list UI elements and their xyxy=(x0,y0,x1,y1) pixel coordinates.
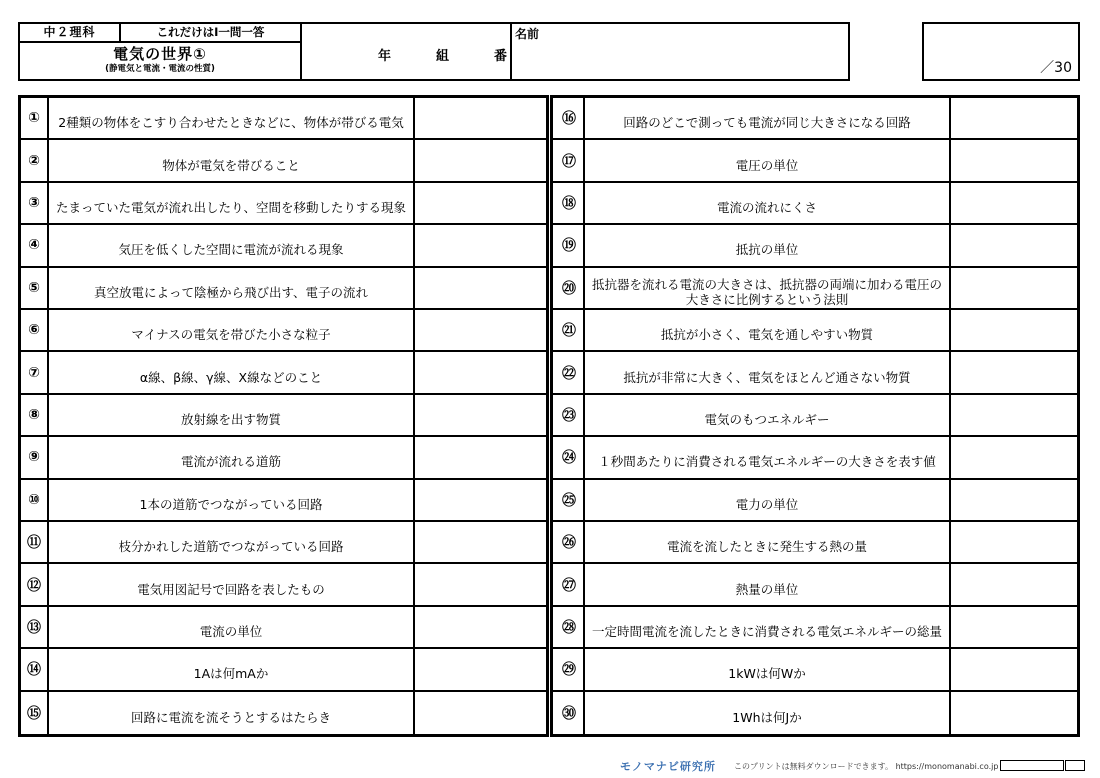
question-number: ㉘ xyxy=(555,607,585,647)
question-row xyxy=(21,649,552,691)
question-number: ㉙ xyxy=(555,649,585,689)
answer-field[interactable] xyxy=(951,183,1077,223)
question-text: 抵抗が小さく、電気を通しやすい物質 xyxy=(585,310,951,350)
footer-tag-box xyxy=(1000,760,1064,771)
question-text: 電気のもつエネルギー xyxy=(585,395,951,435)
question-text: 熱量の単位 xyxy=(585,564,951,604)
question-table xyxy=(18,95,1080,737)
answer-field[interactable] xyxy=(415,649,552,689)
footer xyxy=(620,758,1090,774)
left-question-column xyxy=(21,98,552,734)
question-number: ⑨ xyxy=(21,437,49,477)
number-label: 番 xyxy=(494,49,508,64)
answer-field[interactable] xyxy=(951,140,1077,180)
question-text: 気圧を低くした空間に電流が流れる現象 xyxy=(49,225,415,265)
name-label: 名前 xyxy=(515,27,540,41)
question-row xyxy=(21,268,552,310)
question-number: ⑦ xyxy=(21,352,49,392)
class-info-box[interactable] xyxy=(300,22,512,81)
question-row xyxy=(551,692,1077,734)
question-row xyxy=(551,183,1077,225)
question-row xyxy=(21,480,552,522)
question-number: ⑯ xyxy=(555,98,585,138)
question-number: ② xyxy=(21,140,49,180)
question-number: ㉔ xyxy=(555,437,585,477)
answer-field[interactable] xyxy=(415,437,552,477)
question-number: ⑰ xyxy=(555,140,585,180)
question-row xyxy=(551,522,1077,564)
question-number: ㉑ xyxy=(555,310,585,350)
answer-field[interactable] xyxy=(951,649,1077,689)
question-number: ⑥ xyxy=(21,310,49,350)
question-number: ⑫ xyxy=(21,564,49,604)
question-row xyxy=(551,352,1077,394)
question-row xyxy=(551,225,1077,267)
question-row xyxy=(551,649,1077,691)
question-row xyxy=(551,140,1077,182)
question-text: 回路のどこで測っても電流が同じ大きさになる回路 xyxy=(585,98,951,138)
footer-tag-box-small xyxy=(1065,760,1085,771)
question-number: ⑧ xyxy=(21,395,49,435)
question-row xyxy=(21,183,552,225)
one-question-label: これだけはⅠ一問一答 xyxy=(156,25,265,39)
right-question-column xyxy=(551,98,1077,734)
worksheet-title-box xyxy=(18,22,302,81)
answer-field[interactable] xyxy=(951,692,1077,734)
question-text: 1Aは何mAか xyxy=(49,649,415,689)
question-text: 抵抗が非常に大きく、電気をほとんど通さない物質 xyxy=(585,352,951,392)
question-number: ㉚ xyxy=(555,692,585,734)
question-number: ⑲ xyxy=(555,225,585,265)
answer-field[interactable] xyxy=(415,98,552,138)
answer-field[interactable] xyxy=(951,98,1077,138)
download-note[interactable]: このプリントは無料ダウンロードできます。 https://monomanabi.co.jp xyxy=(734,762,999,771)
question-row xyxy=(551,480,1077,522)
question-row xyxy=(21,352,552,394)
worksheet-title: 電気の世界① xyxy=(113,45,207,63)
question-text: 電流の単位 xyxy=(49,607,415,647)
question-text: たまっていた電気が流れ出したり、空間を移動したりする現象 xyxy=(49,183,415,223)
question-text: 1Whは何Jか xyxy=(585,692,951,734)
answer-field[interactable] xyxy=(951,352,1077,392)
answer-field[interactable] xyxy=(415,352,552,392)
question-text: 電力の単位 xyxy=(585,480,951,520)
question-number: ⑭ xyxy=(21,649,49,689)
grade-label: 中２理科 xyxy=(20,24,121,41)
answer-field[interactable] xyxy=(415,183,552,223)
answer-field[interactable] xyxy=(415,607,552,647)
year-label: 年 xyxy=(378,49,392,64)
question-row xyxy=(551,607,1077,649)
question-row xyxy=(21,140,552,182)
question-row xyxy=(551,437,1077,479)
question-number: ㉓ xyxy=(555,395,585,435)
score-box[interactable] xyxy=(922,22,1080,81)
answer-field[interactable] xyxy=(951,564,1077,604)
question-row xyxy=(21,607,552,649)
answer-field[interactable] xyxy=(951,225,1077,265)
worksheet-subtitle: (静電気と電流・電流の性質) xyxy=(105,64,215,74)
question-number: ⑤ xyxy=(21,268,49,308)
question-text: 物体が電気を帯びること xyxy=(49,140,415,180)
question-row xyxy=(21,564,552,606)
question-number: ⑩ xyxy=(21,480,49,520)
question-row xyxy=(21,522,552,564)
question-text: 電流が流れる道筋 xyxy=(49,437,415,477)
question-number: ④ xyxy=(21,225,49,265)
answer-field[interactable] xyxy=(415,522,552,562)
question-number: ⑪ xyxy=(21,522,49,562)
answer-field[interactable] xyxy=(415,225,552,265)
question-number: ⑬ xyxy=(21,607,49,647)
answer-field[interactable] xyxy=(415,564,552,604)
question-text: 1kWは何Wか xyxy=(585,649,951,689)
question-text: 電流を流したときに発生する熱の量 xyxy=(585,522,951,562)
answer-field[interactable] xyxy=(951,480,1077,520)
question-number: ㉕ xyxy=(555,480,585,520)
question-number: ㉒ xyxy=(555,352,585,392)
answer-field[interactable] xyxy=(951,310,1077,350)
question-text: 抵抗の単位 xyxy=(585,225,951,265)
question-row xyxy=(21,310,552,352)
question-row xyxy=(551,98,1077,140)
question-row xyxy=(21,225,552,267)
answer-field[interactable] xyxy=(415,140,552,180)
question-number: ㉖ xyxy=(555,522,585,562)
question-row xyxy=(551,564,1077,606)
question-row xyxy=(21,98,552,140)
answer-field[interactable] xyxy=(951,395,1077,435)
question-number: ③ xyxy=(21,183,49,223)
question-number: ⑳ xyxy=(555,268,585,308)
name-field[interactable] xyxy=(510,22,850,81)
answer-field[interactable] xyxy=(415,692,552,734)
answer-field[interactable] xyxy=(415,310,552,350)
question-text: マイナスの電気を帯びた小さな粒子 xyxy=(49,310,415,350)
score-total: ／30 xyxy=(1040,60,1072,76)
question-text: 電流の流れにくさ xyxy=(585,183,951,223)
answer-field[interactable] xyxy=(415,480,552,520)
question-number: ⑱ xyxy=(555,183,585,223)
question-row xyxy=(551,395,1077,437)
answer-field[interactable] xyxy=(951,437,1077,477)
answer-field[interactable] xyxy=(415,395,552,435)
question-row xyxy=(21,437,552,479)
question-text: α線、β線、γ線、X線などのこと xyxy=(49,352,415,392)
question-text: 回路に電流を流そうとするはたらき xyxy=(49,692,415,734)
brand-logo: モノマナビ研究所 xyxy=(620,760,716,773)
question-text: 電気用図記号で回路を表したもの xyxy=(49,564,415,604)
question-number: ① xyxy=(21,98,49,138)
question-text: 抵抗器を流れる電流の大きさは、抵抗器の両端に加わる電圧の大きさに比例するという法則 xyxy=(585,268,951,308)
question-number: ㉗ xyxy=(555,564,585,604)
question-number: ⑮ xyxy=(21,692,49,734)
question-text: 真空放電によって陰極から飛び出す、電子の流れ xyxy=(49,268,415,308)
question-text: １秒間あたりに消費される電気エネルギーの大きさを表す値 xyxy=(585,437,951,477)
question-row xyxy=(21,692,552,734)
question-text: 2種類の物体をこすり合わせたときなどに、物体が帯びる電気 xyxy=(49,98,415,138)
answer-field[interactable] xyxy=(951,522,1077,562)
question-row xyxy=(551,310,1077,352)
question-text: 放射線を出す物質 xyxy=(49,395,415,435)
answer-field[interactable] xyxy=(415,268,552,308)
question-text: 枝分かれした道筋でつながっている回路 xyxy=(49,522,415,562)
question-text: 一定時間電流を流したときに消費される電気エネルギーの総量 xyxy=(585,607,951,647)
question-row xyxy=(21,395,552,437)
class-label: 組 xyxy=(436,49,450,64)
answer-field[interactable] xyxy=(951,607,1077,647)
question-row xyxy=(551,268,1077,310)
question-text: 電圧の単位 xyxy=(585,140,951,180)
question-text: 1本の道筋でつながっている回路 xyxy=(49,480,415,520)
answer-field[interactable] xyxy=(951,268,1077,308)
